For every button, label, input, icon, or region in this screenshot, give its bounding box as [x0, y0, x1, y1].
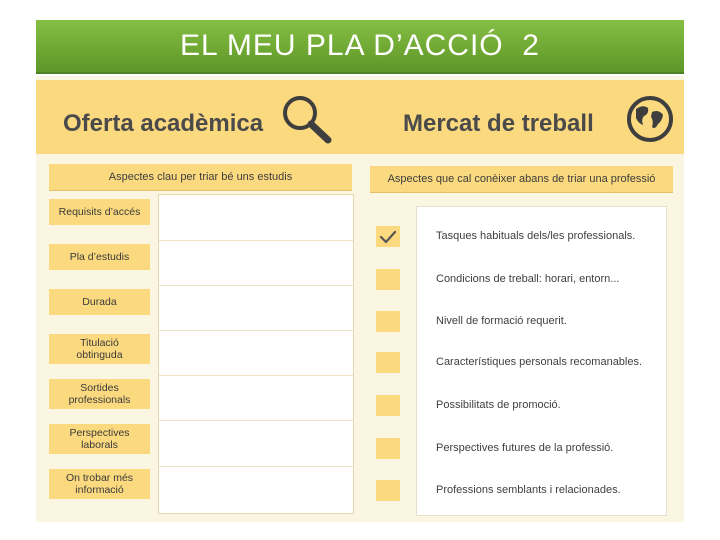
answer-cell[interactable] — [159, 420, 353, 467]
row-label — [49, 289, 150, 315]
answer-cell[interactable] — [159, 466, 353, 512]
row-label — [49, 379, 150, 409]
checklist-item-text: Tasques habituals dels/les professionals. — [436, 230, 636, 242]
row-label — [49, 199, 150, 225]
answer-cell[interactable] — [159, 375, 353, 421]
checkbox[interactable] — [376, 438, 400, 459]
checklist-item-text: Professions semblants i relacionades. — [436, 484, 621, 496]
left-column-header: Aspectes clau per triar bé uns estudis — [49, 164, 352, 190]
checkbox[interactable] — [376, 311, 400, 332]
answer-column — [158, 194, 354, 514]
answer-cell[interactable] — [159, 195, 353, 241]
magnifying-glass-icon — [278, 92, 336, 146]
checklist-item-text: Condicions de treball: horari, entorn... — [436, 273, 620, 285]
row-label-line: Titulació — [80, 337, 119, 349]
row-label-line: laborals — [81, 439, 118, 451]
checkbox[interactable] — [376, 395, 400, 416]
checklist-item-text: Nivell de formació requerit. — [436, 315, 567, 327]
check-mark-icon — [379, 230, 397, 244]
slide-title: EL MEU PLA D’ACCIÓ 2 — [180, 29, 540, 62]
checkbox[interactable] — [376, 269, 400, 290]
row-label — [49, 424, 150, 454]
row-label-line: Perspectives — [69, 427, 130, 439]
checkbox[interactable] — [376, 226, 400, 247]
checkbox[interactable] — [376, 352, 400, 373]
checklist-item-text: Possibilitats de promoció. — [436, 399, 561, 411]
header-band — [36, 80, 684, 154]
checklist-item-text: Perspectives futures de la professió. — [436, 442, 614, 454]
row-label-line: Requisits d’accés — [58, 206, 141, 218]
row-label-line: On trobar més — [65, 472, 134, 484]
row-label — [49, 244, 150, 270]
answer-cell[interactable] — [159, 240, 353, 286]
answer-cell[interactable] — [159, 330, 353, 376]
row-label-line: Sortides — [80, 382, 119, 394]
row-label — [49, 469, 150, 499]
globe-icon — [625, 94, 675, 144]
checklist-item-text: Característiques personals recomanables. — [436, 356, 643, 368]
checkbox[interactable] — [376, 480, 400, 501]
row-label-line: obtinguda — [76, 349, 123, 361]
left-panel-title: Oferta acadèmica — [63, 110, 264, 137]
row-label — [49, 334, 150, 364]
title-bar — [36, 20, 684, 74]
row-label-line: professionals — [68, 394, 131, 406]
worksheet — [36, 76, 684, 522]
answer-cell[interactable] — [159, 285, 353, 331]
row-label-line: informació — [75, 484, 124, 496]
right-panel-title: Mercat de treball — [403, 110, 594, 137]
row-label-line: Durada — [82, 296, 117, 308]
row-label-line: Pla d’estudis — [69, 251, 130, 263]
right-column-header: Aspectes que cal conèixer abans de triar una professió — [370, 166, 673, 192]
